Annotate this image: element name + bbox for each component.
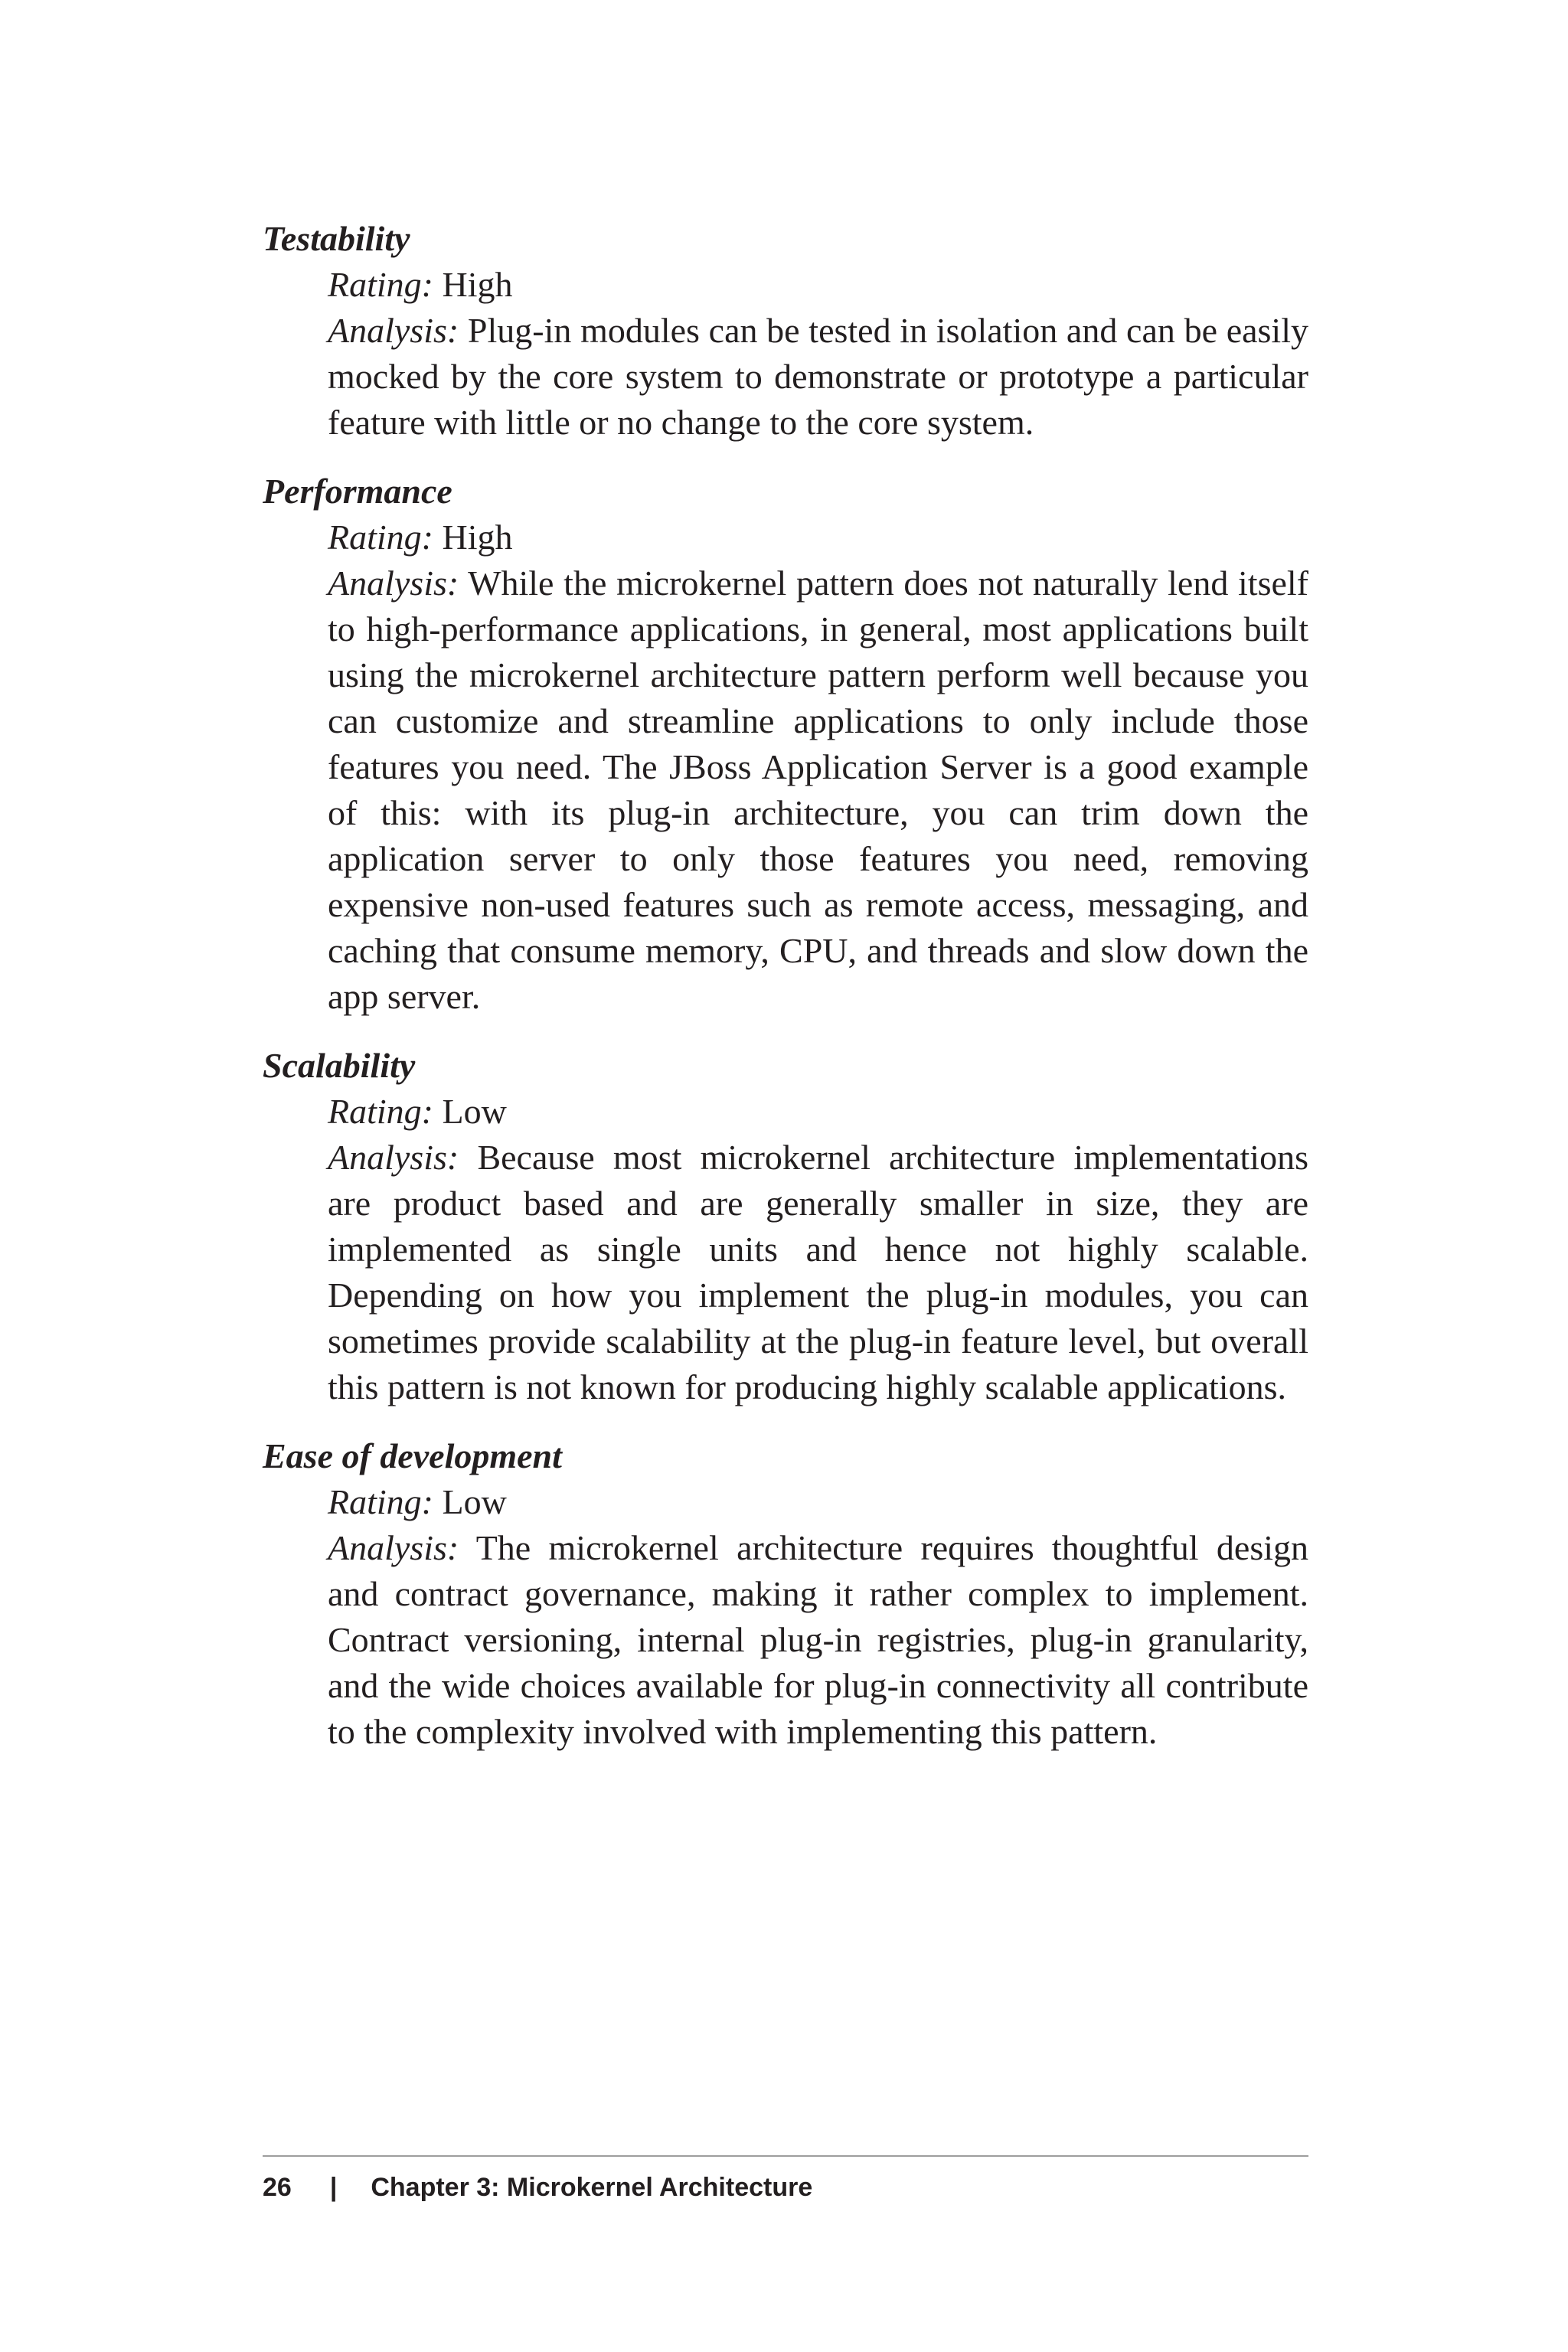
- rating-label: Rating:: [328, 1482, 433, 1521]
- rating-line: [328, 262, 1308, 308]
- analysis-line: [328, 1525, 1308, 1755]
- footer-separator: |: [329, 2173, 338, 2202]
- analysis-label: Analysis:: [328, 311, 459, 350]
- term-definition: [328, 514, 1308, 1020]
- term-heading: Testability: [263, 219, 410, 258]
- rating-value: High: [433, 265, 513, 304]
- section-testability: [263, 216, 1308, 446]
- analysis-text: The microkernel architecture requires thoughtful design and contract governance, making it rather complex to implement. Contract versioning, internal plug-in registries, plug-in granularity, and the wide choices available for plug-in connectivity all contribute to the complexity involved with implementing this pattern.: [328, 1528, 1308, 1751]
- analysis-label: Analysis:: [328, 1528, 459, 1567]
- page-footer: [263, 2155, 1308, 2206]
- section-scalability: [263, 1043, 1308, 1410]
- analysis-line: [328, 308, 1308, 446]
- analysis-text: Because most microkernel architecture implementations are product based and are generally smaller in size, they are implemented as single units and hence not highly scalable. Depending on how you implement the plug-in modules, you can sometimes provide scalability at the plug-in feature level, but overall this pattern is not known for producing highly scalable applications.: [328, 1138, 1308, 1406]
- page-number: 26: [263, 2173, 292, 2202]
- rating-value: Low: [433, 1482, 507, 1521]
- section-performance: [263, 469, 1308, 1020]
- rating-line: [328, 1479, 1308, 1525]
- rating-value: High: [433, 518, 513, 557]
- page-content: [263, 216, 1308, 1778]
- analysis-label: Analysis:: [328, 1138, 459, 1177]
- term-definition: [328, 1089, 1308, 1410]
- term-heading: Performance: [263, 472, 452, 511]
- rating-line: [328, 1089, 1308, 1135]
- rating-line: [328, 514, 1308, 560]
- analysis-line: [328, 560, 1308, 1020]
- term-heading: Ease of development: [263, 1436, 562, 1475]
- analysis-line: [328, 1135, 1308, 1410]
- analysis-text: While the microkernel pattern does not naturally lend itself to high-performance applications, in general, most applications built using the microkernel architecture pattern perform well because you can customize and streamline applications to only include those features you need. The JBoss Application Server is a good example of this: with its plug-in architecture, you can trim down the application server to only those features you need, removing expensive non-used features such as remote access, messaging, and caching that consume memory, CPU, and threads and slow down the app server.: [328, 564, 1308, 1016]
- rating-label: Rating:: [328, 1092, 433, 1131]
- analysis-label: Analysis:: [328, 564, 459, 603]
- term-definition: [328, 1479, 1308, 1755]
- chapter-title: Chapter 3: Microkernel Architecture: [371, 2173, 813, 2202]
- rating-label: Rating:: [328, 265, 433, 304]
- rating-value: Low: [433, 1092, 507, 1131]
- term-heading: Scalability: [263, 1046, 416, 1085]
- rating-label: Rating:: [328, 518, 433, 557]
- analysis-text: Plug-in modules can be tested in isolation and can be easily mocked by the core system to demonstrate or prototype a particular feature with little or no change to the core system.: [328, 311, 1308, 442]
- section-ease-of-development: [263, 1433, 1308, 1755]
- term-definition: [328, 262, 1308, 446]
